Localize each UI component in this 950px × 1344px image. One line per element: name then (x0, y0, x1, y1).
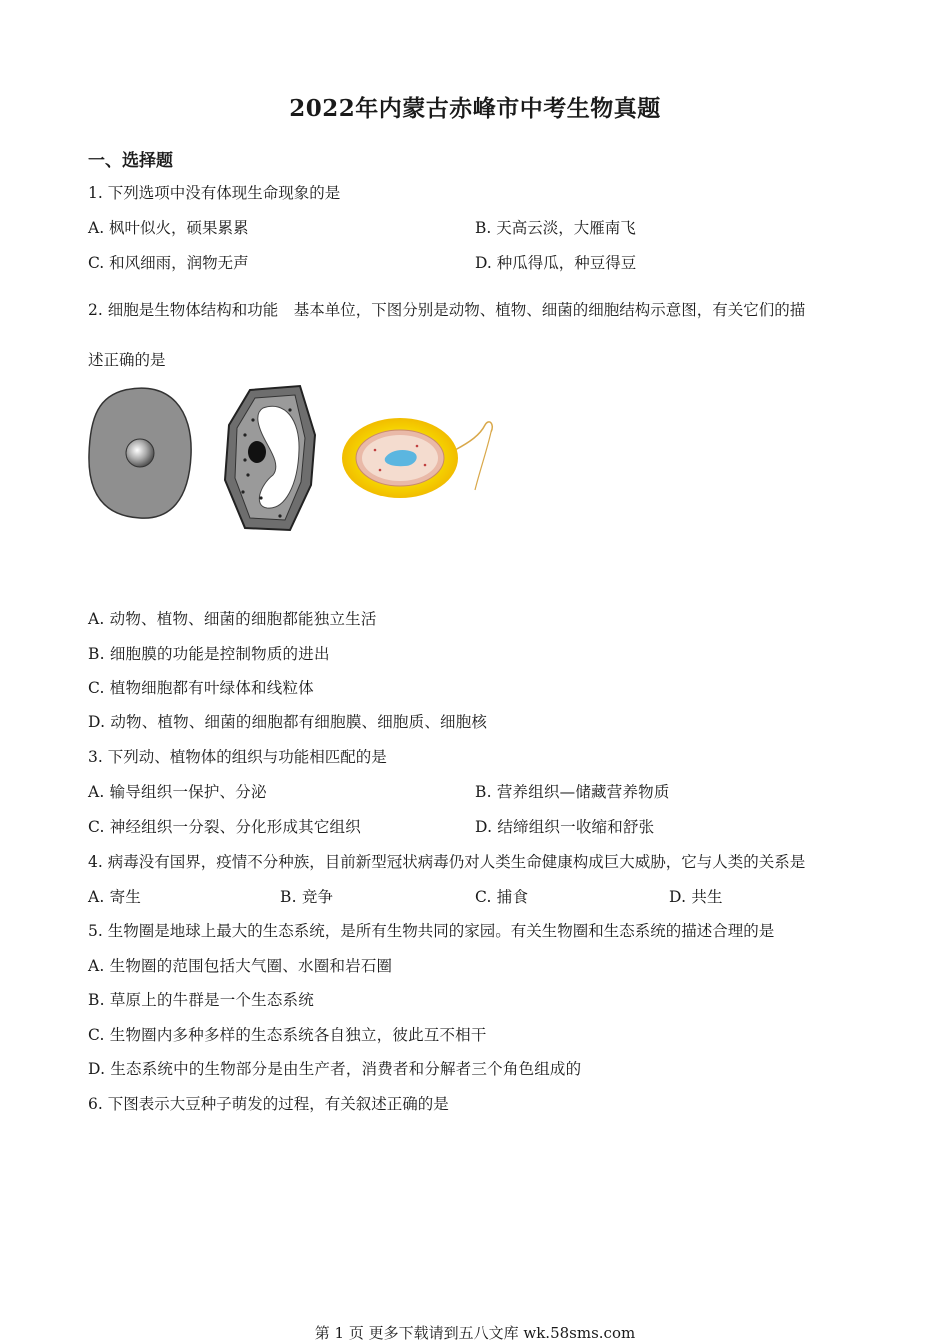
bacteria-cell-image (342, 418, 492, 498)
q1-option-b: B. 天高云淡，大雁南飞 (475, 219, 636, 237)
q2-option-b: B. 细胞膜的功能是控制物质的进出 (88, 645, 330, 663)
q4-option-a: A. 寄生 (88, 888, 142, 906)
q2-option-d: D. 动物、植物、细菌的细胞都有细胞膜、细胞质、细胞核 (88, 713, 488, 731)
q5-option-a: A. 生物圈的范围包括大气圈、水圈和岩石圈 (88, 957, 393, 975)
question-6-stem: 6. 下图表示大豆种子萌发的过程，有关叙述正确的是 (88, 1095, 449, 1113)
q1-option-d: D. 种瓜得瓜，种豆得豆 (475, 254, 637, 272)
q5-option-d: D. 生态系统中的生物部分是由生产者，消费者和分解者三个角色组成的 (88, 1060, 582, 1078)
question-4-stem: 4. 病毒没有国界，疫情不分种族，目前新型冠状病毒仍对人类生命健康构成巨大威胁，它与人类的关系是 (88, 853, 806, 871)
q2-option-c: C. 植物细胞都有叶绿体和线粒体 (88, 679, 314, 697)
q1-option-a: A. 枫叶似火，硕果累累 (88, 219, 249, 237)
q3-option-a: A. 输导组织一保护、分泌 (88, 783, 267, 801)
q3-option-b: B. 营养组织—储藏营养物质 (475, 783, 670, 801)
plant-cell-image (225, 386, 315, 530)
q3-option-c: C. 神经组织一分裂、分化形成其它组织 (88, 818, 361, 836)
q5-option-b: B. 草原上的牛群是一个生态系统 (88, 991, 314, 1009)
q1-option-c: C. 和风细雨，润物无声 (88, 254, 249, 272)
cell-structure-figure (85, 380, 505, 540)
page-footer: 第 1 页 更多下载请到五八文库 wk.58sms.com (314, 1324, 636, 1342)
q5-option-c: C. 生物圈内多种多样的生态系统各自独立，彼此互不相干 (88, 1026, 487, 1044)
q4-option-b: B. 竞争 (280, 888, 334, 906)
section-heading: 一、选择题 (88, 151, 173, 171)
question-5-stem: 5. 生物圈是地球上最大的生态系统，是所有生物共同的家园。有关生物圈和生态系统的描述合理的是 (88, 922, 775, 940)
q3-option-d: D. 结缔组织一收缩和舒张 (475, 818, 655, 836)
animal-cell-image (89, 388, 191, 518)
page-title: 2022年内蒙古赤峰市中考生物真题 (289, 95, 661, 122)
question-2-stem-line1: 2. 细胞是生物体结构和功能 基本单位，下图分别是动物、植物、细菌的细胞结构示意图，有关它们的描 (88, 301, 806, 319)
question-2-stem-line2: 述正确的是 (88, 351, 166, 369)
question-3-stem: 3. 下列动、植物体的组织与功能相匹配的是 (88, 748, 387, 766)
q4-option-c: C. 捕食 (475, 888, 529, 906)
q4-option-d: D. 共生 (669, 888, 723, 906)
question-1-stem: 1. 下列选项中没有体现生命现象的是 (88, 184, 341, 202)
q2-option-a: A. 动物、植物、细菌的细胞都能独立生活 (88, 610, 377, 628)
